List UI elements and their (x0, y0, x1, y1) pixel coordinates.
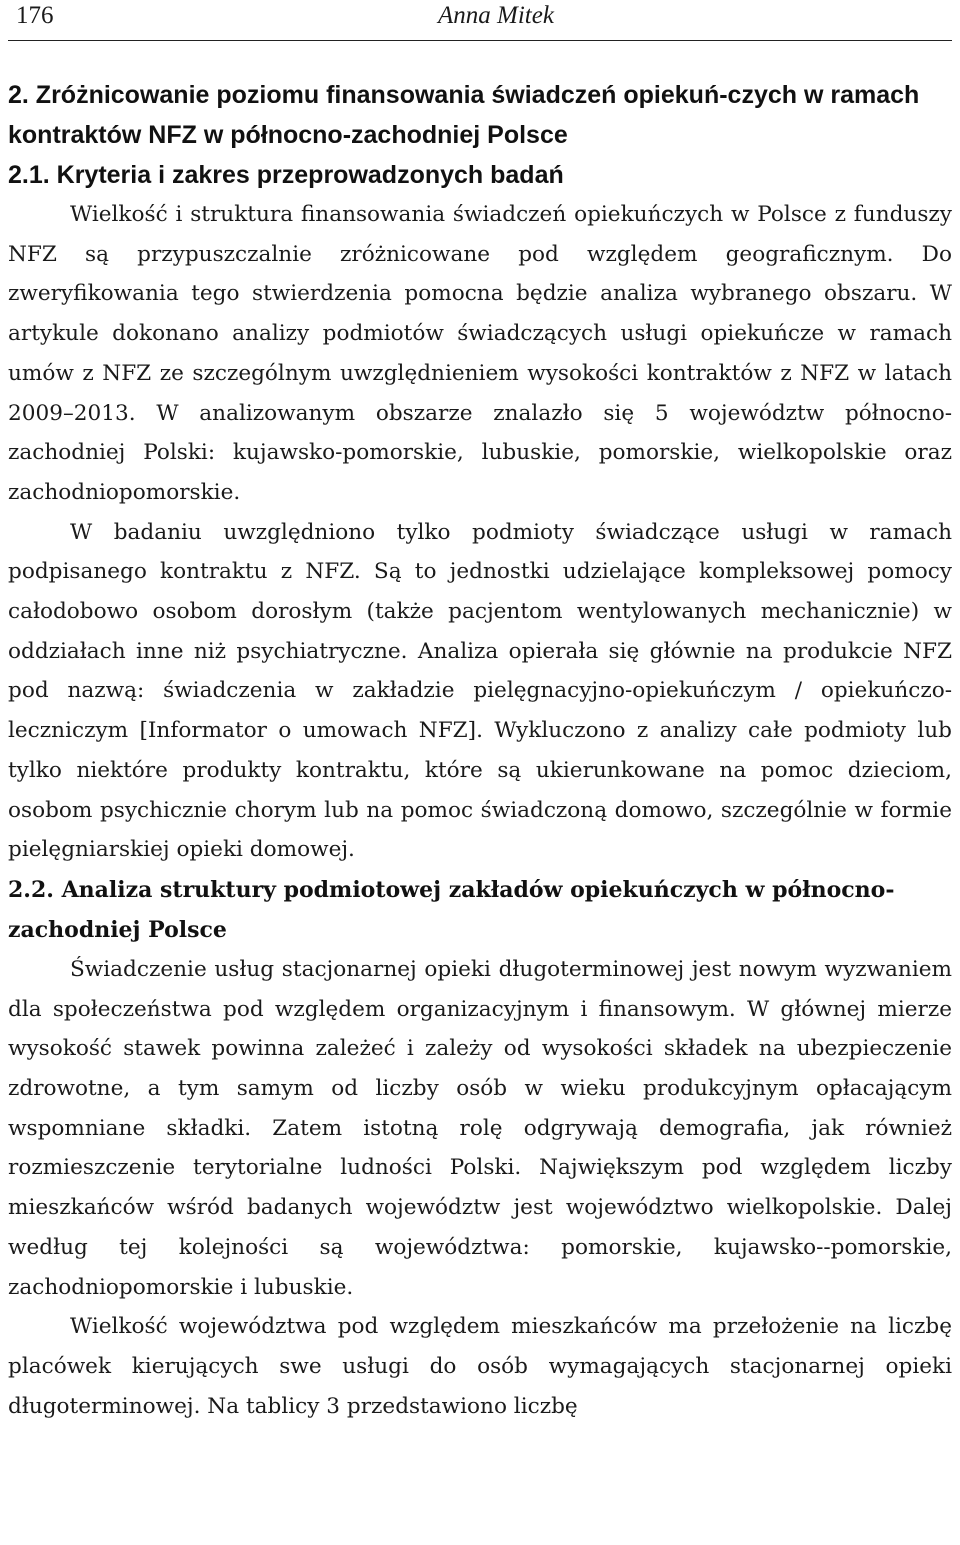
section-2-heading: 2. Zróżnicowanie poziomu finansowania świadczeń opiekuń-czych w ramach kontraktów NFZ w północno-zachodniej Polsce (8, 81, 920, 149)
page-number: 176 (16, 2, 54, 29)
running-header (8, 0, 952, 41)
section-2-1-heading: 2.1. Kryteria i zakres przeprowadzonych badań (8, 161, 564, 189)
paragraph: W badaniu uwzględniono tylko podmioty świadczące usługi w ramach podpisanego kontraktu z NFZ. Są to jednostki udzielające kompleksowej pomocy całodobowo osobom dorosłym (także pacjentom wentylowanych mechanicznie) w oddziałach inne niż psychiatryczne. Analiza opierała się głównie na produkcie NFZ pod nazwą: świadczenia w zakładzie pielęgnacyjno-opiekuńczym / opiekuńczo-leczniczym [Informator o umowach NFZ]. Wykluczono z analizy całe podmioty lub tylko niektóre produkty kontraktu, które są ukierunkowane na pomoc dzieciom, osobom psychicznie chorym lub na pomoc świadczoną domowo, szczególnie w formie pielęgniarskiej opieki domowej. (8, 519, 952, 863)
paragraph: Wielkość województwa pod względem mieszkańców ma przełożenie na liczbę placówek kierujących swe usługi do osób wymagających stacjonarnej opieki długoterminowej. Na tablicy 3 przedstawiono liczbę (8, 1314, 952, 1419)
paragraph: Świadczenie usług stacjonarnej opieki długoterminowej jest nowym wyzwaniem dla społeczeństwa pod względem organizacyjnym i finansowym. W głównej mierze wysokość stawek powinna zależeć i zależy od wysokości składek na ubezpieczenie zdrowotne, a tym samym od liczby osób w wieku produkcyjnym opłacającym wspomniane składki. Zatem istotną rolę odgrywają demografia, jak również rozmieszczenie terytorialne ludności Polski. Największym pod względem liczby mieszkańców wśród badanych województw jest województwo wielkopolskie. Dalej według tej kolejności są województwa: pomorskie, kujawsko--pomorskie, zachodniopomorskie i lubuskie. (8, 956, 952, 1300)
paragraph: Wielkość i struktura finansowania świadczeń opiekuńczych w Polsce z funduszy NFZ są przypuszczalnie zróżnicowane pod względem geograficznym. Do zweryfikowania tego stwierdzenia pomocna będzie analiza wybranego obszaru. W artykule dokonano analizy podmiotów świadczących usługi opiekuńcze w ramach umów z NFZ ze szczególnym uwzględnieniem wysokości kontraktów z NFZ w latach 2009–2013. W analizowanym obszarze znalazło się 5 województw północno-zachodniej Polski: kujawsko-pomorskie, lubuskie, pomorskie, wielkopolskie oraz zachodniopomorskie. (8, 202, 952, 505)
running-author: Anna Mitek (438, 2, 554, 29)
section-2-2-heading: 2.2. Analiza struktury podmiotowej zakładów opiekuńczych w północno-zachodniej Polsce (8, 876, 895, 943)
